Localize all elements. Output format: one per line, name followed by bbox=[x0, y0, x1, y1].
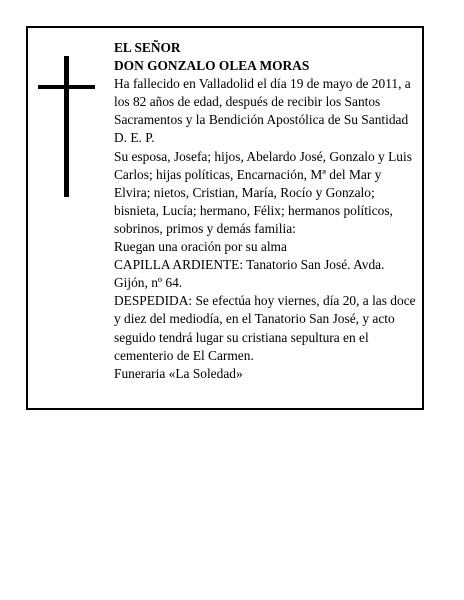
death-announcement: Ha fallecido en Valladolid el día 19 de mayo de 2011, a los 82 años de edad, después de recibir los Santos Sacramentos y la Bendición Apostólica de Su Santidad D. E. P. bbox=[114, 76, 411, 146]
funeral-home: Funeraria «La Soledad» bbox=[114, 365, 243, 381]
cross-vertical-bar bbox=[64, 56, 69, 197]
chapel-info: CAPILLA ARDIENTE: Tanatorio San José. Avda. Gijón, nº 64. bbox=[114, 257, 385, 291]
family-list: Su esposa, Josefa; hijos, Abelardo José, Gonzalo y Luis Carlos; hijas políticas, Encarnación, Mª del Mar y Elvira; nietos, Cristian, María, Rocío y Gonzalo; bisnieta, Lucía; hermano, Félix; hermanos políticos, sobrinos, primos y demás familia: bbox=[114, 148, 412, 236]
prayer-request: Ruegan una oración por su alma bbox=[114, 239, 287, 255]
deceased-name: DON GONZALO OLEA MORAS bbox=[114, 58, 310, 74]
cross-horizontal-bar bbox=[38, 85, 95, 89]
heading-title: EL SEÑOR bbox=[114, 40, 181, 55]
obituary-text-block bbox=[114, 39, 419, 383]
farewell-info: DESPEDIDA: Se efectúa hoy viernes, día 20, a las doce y diez del mediodía, en el Tanatorio San José, y acto seguido tendrá lugar su cristiana sepultura en el cementerio de El Carmen. bbox=[114, 293, 416, 363]
